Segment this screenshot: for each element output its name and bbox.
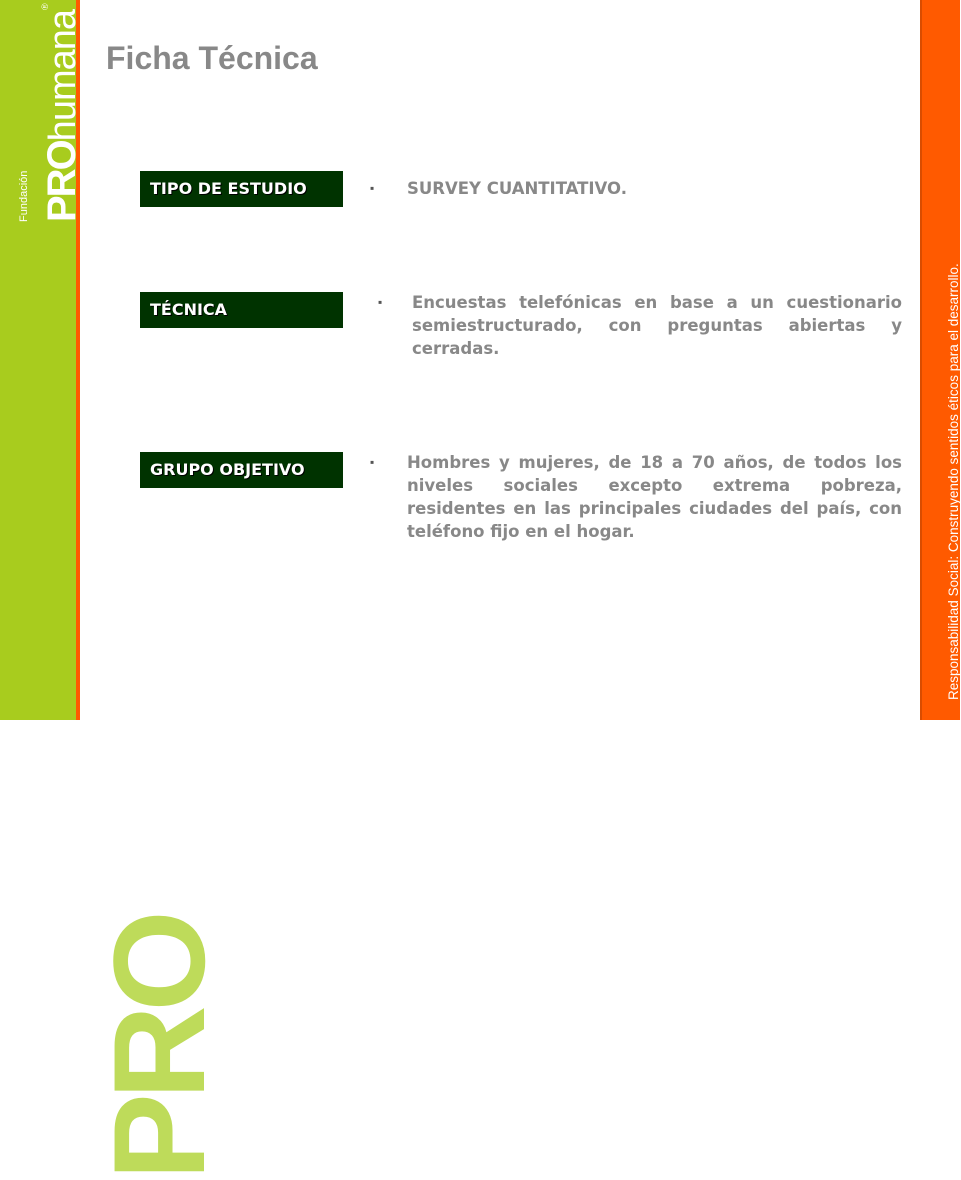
bullet-icon: ▪: [370, 181, 375, 195]
tipo-de-estudio-text: SURVEY CUANTITATIVO.: [407, 179, 627, 198]
label-grupo-objetivo: [140, 452, 343, 488]
label-text: TÉCNICA: [150, 300, 228, 319]
label-tecnica: [140, 292, 343, 328]
logo-pro: PRO: [40, 141, 84, 222]
pro-watermark: PRO: [86, 916, 232, 1180]
logo-foundation-label: Fundación: [18, 170, 30, 222]
tecnica-text: Encuestas telefónicas en base a un cuestionario semiestructurado, con preguntas abiertas y cerradas.: [412, 293, 902, 358]
label-text: GRUPO OBJETIVO: [150, 460, 305, 479]
logo-registered-mark: ®: [40, 3, 50, 10]
page-title: Ficha Técnica: [106, 40, 318, 76]
label-tipo-de-estudio: [140, 171, 343, 207]
fundacion-prohumana-logo: [0, 0, 84, 240]
logo-humana: humana: [42, 9, 84, 142]
bullet-icon: ▪: [378, 295, 383, 309]
tagline: Responsabilidad Social: Construyendo sentidos éticos para el desarrollo.: [946, 263, 961, 700]
grupo-objetivo-text: Hombres y mujeres, de 18 a 70 años, de todos los niveles sociales excepto extrema pobreza, residentes en las principales ciudades del país, con teléfono fijo en el hogar.: [407, 453, 902, 541]
label-text: TIPO DE ESTUDIO: [150, 179, 307, 198]
bullet-icon: ▪: [370, 455, 375, 469]
